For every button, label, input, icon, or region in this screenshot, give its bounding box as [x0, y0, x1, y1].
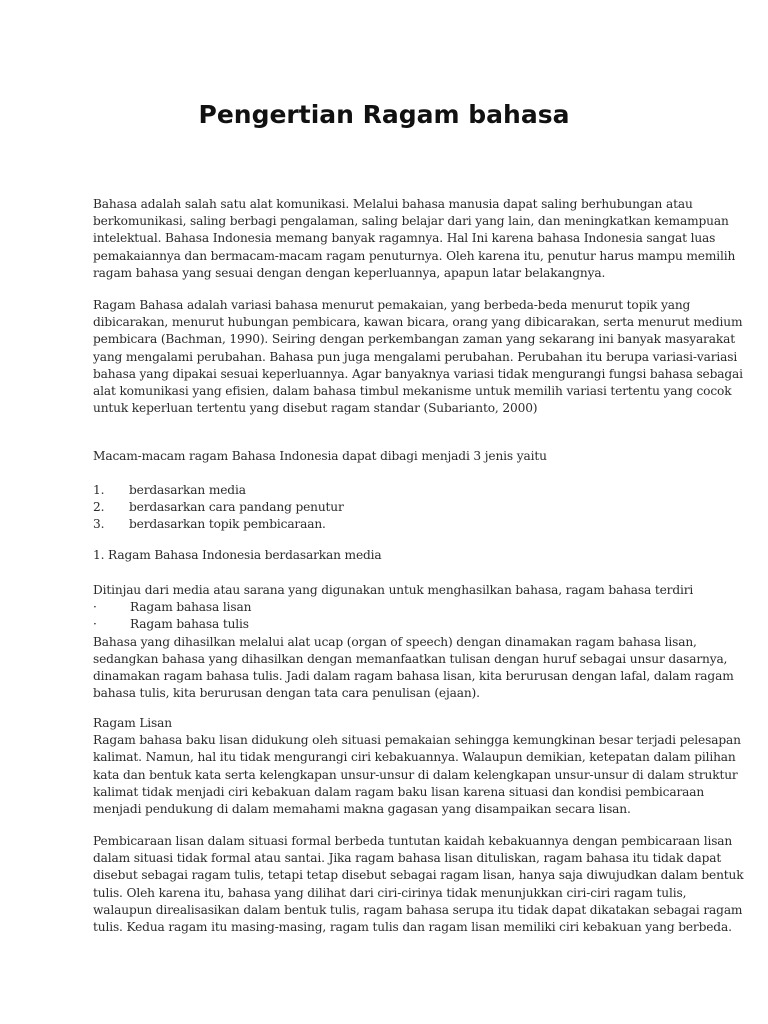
list-item-text: berdasarkan topik pembicaraan.	[129, 517, 326, 532]
paragraph-line: berkomunikasi, saling berbagi pengalaman, saling belajar dari yang lain, dan meningkatkan kemampuan	[93, 214, 729, 229]
paragraph-line: bahasa tulis, kita berurusan dengan tata cara penulisan (ejaan).	[93, 686, 480, 701]
paragraph-line: menjadi pendukung di dalam memahami makna gagasan yang disampaikan secara lisan.	[93, 802, 631, 817]
list-intro-text: Macam-macam ragam Bahasa Indonesia dapat dibagi menjadi 3 jenis yaitu	[93, 449, 547, 463]
list-number: 3.	[93, 517, 105, 532]
section-heading-media	[93, 547, 683, 564]
paragraph-line: kalimat tidak menjadi ciri kebakuan dalam ragam baku lisan karena situasi dan kondisi pembicaraan	[93, 784, 705, 799]
list-number: 2.	[93, 500, 105, 515]
paragraph-line: Bahasa yang dihasilkan melalui alat ucap (organ of speech) dengan dinamakan ragam bahasa lisan,	[93, 634, 697, 649]
bullet-mark: ·	[93, 617, 97, 632]
paragraph-line: Ragam Bahasa adalah variasi bahasa menurut pemakaian, yang berbeda-beda menurut topik yang	[93, 298, 691, 312]
list-item	[93, 482, 683, 499]
paragraph-line: dinamakan ragam bahasa tulis. Jadi dalam ragam bahasa lisan, kita berurusan dengan lafal, dalam ragam	[93, 669, 734, 684]
section-intro: Ditinjau dari media atau sarana yang digunakan untuk menghasilkan bahasa, ragam bahasa terdiri	[93, 583, 694, 597]
bullet-item	[93, 599, 683, 616]
paragraph-line: yang mengalami perubahan. Bahasa pun juga mengalami perubahan. Perubahan itu berupa variasi-variasi	[93, 349, 738, 364]
list-intro	[93, 448, 683, 465]
list-number: 1.	[93, 483, 105, 497]
bullet-mark: ·	[93, 600, 97, 615]
list-item	[93, 499, 683, 516]
section-media-body	[93, 582, 734, 702]
paragraph-line: alat komunikasi yang efisien, dalam bahasa timbul mekanisme untuk memilih variasi tertentu yang cocok	[93, 384, 732, 399]
bullet-text: Ragam bahasa lisan	[130, 600, 252, 615]
paragraph-line: pembicara (Bachman, 1990). Seiring dengan perkembangan zaman yang sekarang ini banyak masyarakat	[93, 332, 735, 347]
paragraph-line: sedangkan bahasa yang dihasilkan dengan memanfaatkan tulisan dengan huruf sebagai unsur dasarnya,	[93, 651, 728, 666]
subsection-heading: Ragam Lisan	[93, 716, 172, 730]
page-title: Pengertian Ragam bahasa	[198, 100, 570, 129]
section-heading: 1. Ragam Bahasa Indonesia berdasarkan media	[93, 548, 382, 562]
list-item	[93, 516, 683, 533]
paragraph-line: dalam situasi tidak formal atau santai. Jika ragam bahasa lisan dituliskan, ragam bahasa itu tidak dapat	[93, 851, 722, 866]
paragraph-line: ragam bahasa yang sesuai dengan dengan keperluannya, apapun latar belakangnya.	[93, 265, 606, 280]
paragraph-formal-informal	[93, 833, 744, 936]
paragraph-line: intelektual. Bahasa Indonesia memang banyak ragamnya. Hal Ini karena bahasa Indonesia sangat luas	[93, 231, 716, 246]
paragraph-definition	[93, 297, 743, 417]
list-item-text: berdasarkan cara pandang penutur	[129, 500, 344, 515]
paragraph-line: disebut sebagai ragam tulis, tetapi tetap disebut sebagai ragam lisan, hanya saja diwujudkan dalam bentuk	[93, 868, 744, 883]
paragraph-line: dibicarakan, menurut hubungan pembicara, kawan bicara, orang yang dibicarakan, serta menurut medium	[93, 315, 743, 330]
numbered-list	[93, 482, 683, 534]
bullet-text: Ragam bahasa tulis	[130, 617, 249, 632]
section-ragam-lisan	[93, 715, 741, 818]
paragraph-line: bahasa yang dipakai sesuai keperluannya. Agar banyaknya variasi tidak mengurangi fungsi bahasa sebagai	[93, 366, 743, 381]
paragraph-line: kata dan bentuk kata serta kelengkapan unsur-unsur di dalam kelengkapan unsur-unsur di dalam struktur	[93, 767, 738, 782]
paragraph-line: tulis. Kedua ragam itu masing-masing, ragam tulis dan ragam lisan memiliki ciri kebakuan yang berbeda.	[93, 920, 732, 935]
paragraph-line: pemakaiannya dan bermacam-macam ragam penuturnya. Oleh karena itu, penutur harus mampu memilih	[93, 248, 736, 263]
paragraph-intro	[93, 196, 736, 282]
bullet-item	[93, 616, 683, 633]
paragraph-line: tulis. Oleh karena itu, bahasa yang dilihat dari ciri-cirinya tidak menunjukkan ciri-ciri ragam tulis,	[93, 885, 687, 900]
list-item-text: berdasarkan media	[129, 483, 246, 497]
paragraph-line: Ragam bahasa baku lisan didukung oleh situasi pemakaian sehingga kemungkinan besar terjadi pelesapan	[93, 733, 741, 748]
paragraph-line: Bahasa adalah salah satu alat komunikasi. Melalui bahasa manusia dapat saling berhubungan atau	[93, 197, 693, 211]
paragraph-line: untuk keperluan tertentu yang disebut ragam standar (Subarianto, 2000)	[93, 401, 538, 416]
paragraph-line: walaupun direalisasikan dalam bentuk tulis, ragam bahasa serupa itu tidak dapat dikatakan sebagai ragam	[93, 902, 743, 917]
paragraph-line: Pembicaraan lisan dalam situasi formal berbeda tuntutan kaidah kebakuannya dengan pembicaraan lisan	[93, 834, 733, 848]
paragraph-line: kalimat. Namun, hal itu tidak mengurangi ciri kebakuannya. Walaupun demikian, ketepatan dalam pilihan	[93, 750, 736, 765]
